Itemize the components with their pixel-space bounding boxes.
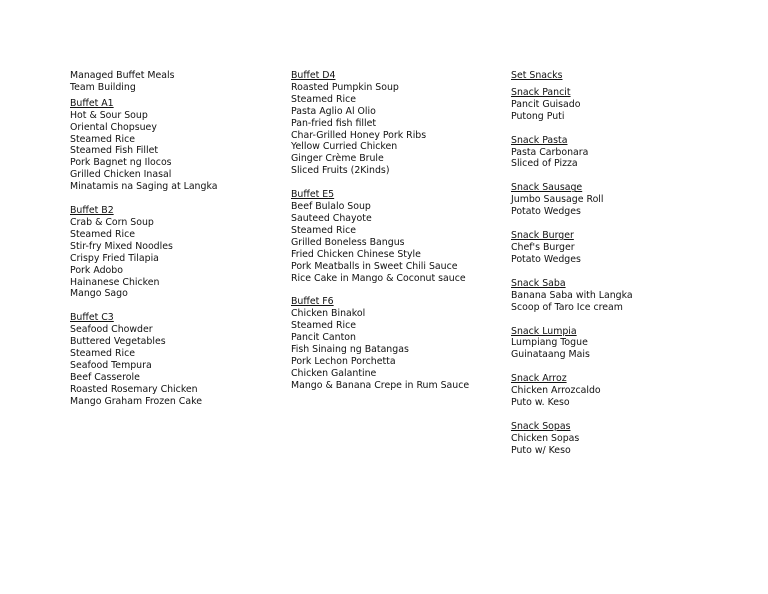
group-title: Snack Arroz bbox=[511, 373, 567, 385]
menu-item: Pan-fried fish fillet bbox=[291, 117, 377, 129]
menu-item: Hainanese Chicken bbox=[70, 276, 160, 288]
menu-item: Grilled Boneless Bangus bbox=[291, 236, 405, 248]
menu-item: Crab & Corn Soup bbox=[70, 216, 154, 228]
menu-item: Chef's Burger bbox=[511, 241, 575, 253]
menu-item: Crispy Fried Tilapia bbox=[70, 252, 159, 264]
group-title: Snack Burger bbox=[511, 230, 574, 242]
menu-item: Sliced of Pizza bbox=[511, 158, 578, 170]
snack-saba bbox=[511, 278, 751, 314]
snack-lumpia bbox=[511, 326, 751, 362]
menu-item: Steamed Fish Fillet bbox=[70, 145, 159, 157]
menu-item: Puto w. Keso bbox=[511, 397, 570, 409]
menu-item: Beef Bulalo Soup bbox=[291, 201, 371, 213]
group-title: Buffet C3 bbox=[70, 312, 114, 324]
menu-item: Buttered Vegetables bbox=[70, 336, 166, 348]
group-title: Snack Saba bbox=[511, 277, 566, 289]
menu-item: Steamed Rice bbox=[70, 348, 136, 360]
menu-item: Steamed Rice bbox=[291, 224, 357, 236]
menu-item: Fried Chicken Chinese Style bbox=[291, 248, 421, 260]
group-title: Buffet A1 bbox=[70, 97, 114, 109]
menu-item: Rice Cake in Mango & Coconut sauce bbox=[291, 272, 466, 284]
menu-item: Mango Sago bbox=[70, 288, 128, 300]
menu-item: Ginger Crème Brule bbox=[291, 153, 384, 165]
buffet-b2 bbox=[70, 205, 295, 300]
menu-item: Stir-fry Mixed Noodles bbox=[70, 240, 173, 252]
snack-pasta bbox=[511, 135, 751, 171]
set-snacks-title: Set Snacks bbox=[511, 70, 563, 81]
menu-item: Lumpiang Togue bbox=[511, 337, 588, 349]
menu-item: Chicken Arrozcaldo bbox=[511, 385, 601, 397]
buffet-a1 bbox=[70, 98, 295, 193]
snack-sausage bbox=[511, 182, 751, 218]
menu-item: Potato Wedges bbox=[511, 253, 581, 265]
menu-item: Chicken Sopas bbox=[511, 432, 580, 444]
buffet-d4 bbox=[291, 70, 516, 177]
menu-item: Pork Bagnet ng Ilocos bbox=[70, 157, 172, 169]
menu-item: Banana Saba with Langka bbox=[511, 289, 633, 301]
group-title: Snack Sopas bbox=[511, 420, 571, 432]
menu-item: Seafood Chowder bbox=[70, 324, 153, 336]
menu-item: Seafood Tempura bbox=[70, 359, 152, 371]
snack-arroz bbox=[511, 373, 751, 409]
menu-item: Hot & Sour Soup bbox=[70, 109, 148, 121]
menu-item: Mango & Banana Crepe in Rum Sauce bbox=[291, 379, 470, 391]
menu-item: Char-Grilled Honey Pork Ribs bbox=[291, 129, 427, 141]
menu-item: Pork Adobo bbox=[70, 264, 123, 276]
menu-item: Grilled Chicken Inasal bbox=[70, 169, 172, 181]
group-title: Snack Lumpia bbox=[511, 325, 577, 337]
menu-item: Guinataang Mais bbox=[511, 349, 590, 361]
menu-item: Steamed Rice bbox=[70, 228, 136, 240]
menu-item: Pancit Canton bbox=[291, 332, 356, 344]
menu-item: Roasted Rosemary Chicken bbox=[70, 383, 198, 395]
menu-item: Pork Lechon Porchetta bbox=[291, 355, 396, 367]
menu-item: Yellow Curried Chicken bbox=[291, 141, 398, 153]
group-title: Snack Sausage bbox=[511, 182, 583, 194]
menu-item: Steamed Rice bbox=[70, 133, 136, 145]
menu-item: Chicken Galantine bbox=[291, 367, 377, 379]
menu-item: Mango Graham Frozen Cake bbox=[70, 395, 202, 407]
menu-item: Roasted Pumpkin Soup bbox=[291, 81, 399, 93]
snack-sopas bbox=[511, 421, 751, 457]
menu-item: Scoop of Taro Ice cream bbox=[511, 301, 623, 313]
menu-item: Sliced Fruits (2Kinds) bbox=[291, 165, 390, 177]
menu-item: Minatamis na Saging at Langka bbox=[70, 181, 218, 193]
buffet-e5 bbox=[291, 189, 516, 284]
group-title: Buffet D4 bbox=[291, 70, 336, 81]
menu-item: Jumbo Sausage Roll bbox=[511, 194, 604, 206]
menu-column-2 bbox=[291, 70, 516, 404]
group-title: Snack Pasta bbox=[511, 134, 568, 146]
menu-item: Steamed Rice bbox=[291, 320, 357, 332]
doc-title: Managed Buffet Meals bbox=[70, 70, 175, 81]
snack-burger bbox=[511, 230, 751, 266]
group-title: Buffet B2 bbox=[70, 205, 114, 217]
menu-item: Oriental Chopsuey bbox=[70, 121, 157, 133]
menu-item: Pork Meatballs in Sweet Chili Sauce bbox=[291, 260, 458, 272]
menu-item: Sauteed Chayote bbox=[291, 212, 372, 224]
group-title: Buffet F6 bbox=[291, 296, 334, 308]
group-title: Snack Pancit bbox=[511, 86, 571, 98]
menu-item: Puto w/ Keso bbox=[511, 444, 571, 456]
menu-item: Pancit Guisado bbox=[511, 98, 581, 110]
buffet-c3 bbox=[70, 312, 295, 407]
group-title: Buffet E5 bbox=[291, 189, 335, 201]
menu-item: Beef Casserole bbox=[70, 371, 140, 383]
doc-subtitle: Team Building bbox=[70, 81, 136, 93]
menu-item: Steamed Rice bbox=[291, 93, 357, 105]
menu-item: Chicken Binakol bbox=[291, 308, 366, 320]
menu-item: Pasta Carbonara bbox=[511, 146, 589, 158]
menu-column-1 bbox=[70, 70, 295, 420]
buffet-f6 bbox=[291, 296, 516, 391]
menu-item: Fish Sinaing ng Batangas bbox=[291, 344, 409, 356]
menu-item: Pasta Aglio Al Olio bbox=[291, 105, 376, 117]
menu-item: Potato Wedges bbox=[511, 206, 581, 218]
menu-item: Putong Puti bbox=[511, 110, 565, 122]
snack-pancit bbox=[511, 87, 751, 123]
menu-column-3 bbox=[511, 70, 751, 469]
